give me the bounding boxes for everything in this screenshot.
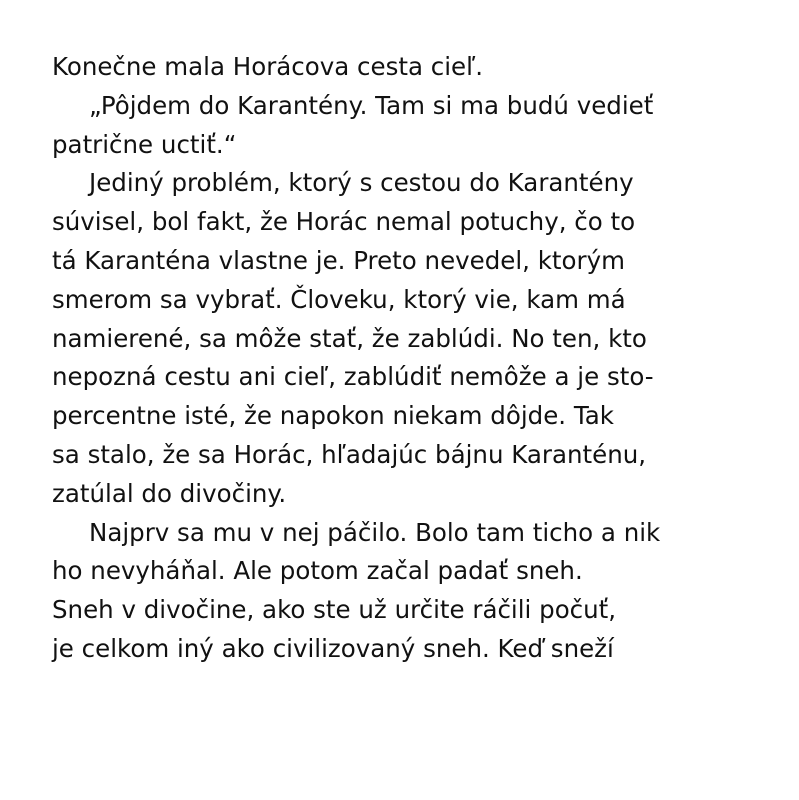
text-line: Najprv sa mu v nej páčilo. Bolo tam ticho a nik [89, 517, 661, 547]
book-page-text [52, 48, 752, 669]
text-line: sa stalo, že sa Horác, hľadajúc bájnu Karanténu, [52, 439, 647, 469]
text-line: Jediný problém, ktorý s cestou do Karantény [89, 168, 634, 198]
text-line: Sneh v divočine, ako ste už určite ráčili počuť, [52, 595, 617, 625]
text-line: namierené, sa môže stať, že zablúdi. No ten, kto [52, 323, 647, 353]
text-line: patrične uctiť.“ [52, 129, 237, 159]
text-line: percentne isté, že napokon niekam dôjde. Tak [52, 401, 614, 431]
text-line: ho nevyháňal. Ale potom začal padať sneh. [52, 556, 583, 586]
text-line: nepozná cestu ani cieľ, zablúdiť nemôže a je sto- [52, 362, 654, 392]
text-line: súvisel, bol fakt, že Horác nemal potuchy, čo to [52, 207, 636, 237]
text-line: je celkom iný ako civilizovaný sneh. Keď sneží [52, 633, 614, 663]
text-line: smerom sa vybrať. Človeku, ktorý vie, kam má [52, 284, 626, 314]
text-line: tá Karanténa vlastne je. Preto nevedel, ktorým [52, 245, 625, 275]
text-line: zatúlal do divočiny. [52, 478, 287, 508]
text-line: „Pôjdem do Karantény. Tam si ma budú vedieť [89, 90, 654, 120]
text-line: Konečne mala Horácova cesta cieľ. [52, 52, 484, 81]
